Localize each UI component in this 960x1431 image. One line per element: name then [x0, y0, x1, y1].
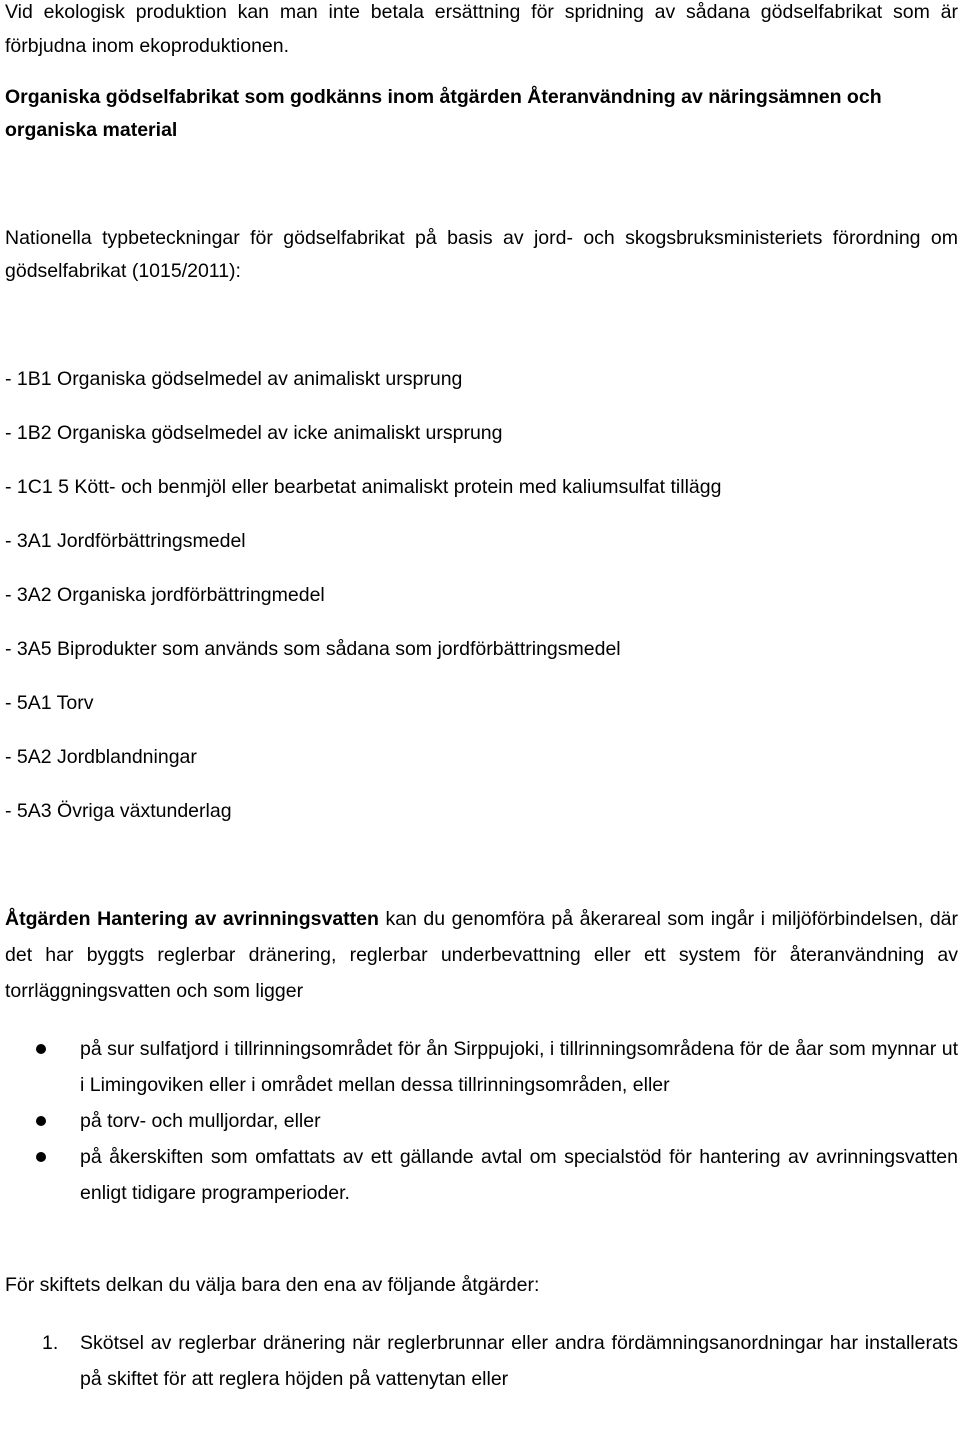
list-item: - 1B2 Organiska gödselmedel av icke animaliskt ursprung	[5, 422, 503, 444]
bullet-icon	[36, 1152, 46, 1162]
list-item: - 1B1 Organiska gödselmedel av animaliskt ursprung	[5, 368, 463, 390]
list-item: - 5A1 Torv	[5, 692, 94, 714]
list-item	[5, 1325, 958, 1397]
fertilizer-code-list	[5, 352, 958, 838]
choose-paragraph: För skiftets delkan du välja bara den ena av följande åtgärder:	[5, 1274, 540, 1296]
intro-paragraph: Vid ekologisk produktion kan man inte betala ersättning för spridning av sådana gödselfabrikat som är förbjudna inom ekoproduktionen.	[5, 1, 958, 57]
list-item: - 5A3 Övriga växtunderlag	[5, 800, 232, 822]
list-item	[5, 1031, 958, 1103]
measure-paragraph	[5, 901, 958, 1009]
list-item	[5, 1103, 958, 1139]
bullet-text: på sur sulfatjord i tillrinningsområdet för ån Sirppujoki, i tillrinningsområdena för de åar som mynnar ut i Limingoviken eller i området mellan dessa tillrinningsområden, eller	[80, 1038, 958, 1096]
list-item: - 3A2 Organiska jordförbättringmedel	[5, 584, 325, 606]
bullet-icon	[36, 1044, 46, 1054]
list-item: - 1C1 5 Kött- och benmjöl eller bearbetat animaliskt protein med kaliumsulfat tillägg	[5, 476, 722, 498]
bullet-icon	[36, 1116, 46, 1126]
list-item: - 3A5 Biprodukter som används som sådana som jordförbättringsmedel	[5, 638, 621, 660]
bullet-list	[5, 1031, 958, 1211]
list-item: - 5A2 Jordblandningar	[5, 746, 197, 768]
bullet-text: på åkerskiften som omfattats av ett gällande avtal om specialstöd för hantering av avrinningsvatten enligt tidigare programperioder.	[80, 1146, 958, 1204]
national-typbeteckningar-paragraph: Nationella typbeteckningar för gödselfabrikat på basis av jord- och skogsbruksministeriets förordning om gödselfabrikat (1015/2011):	[5, 227, 958, 282]
bullet-text: på torv- och mulljordar, eller	[80, 1110, 321, 1132]
list-number: 1.	[42, 1332, 59, 1354]
measure-description: kan du genomföra på åkerareal som ingår i miljöförbindelsen, där det har byggts reglerbar dränering, reglerbar underbevattning eller ett system för återanvändning av torrläggningsvatten och som ligger	[5, 908, 959, 1002]
list-item	[5, 1139, 958, 1211]
list-item: - 3A1 Jordförbättringsmedel	[5, 530, 246, 552]
section-heading: Organiska gödselfabrikat som godkänns inom åtgärden Återanvändning av näringsämnen och organiska material	[5, 86, 882, 141]
measure-title: Åtgärden Hantering av avrinningsvatten	[5, 908, 379, 930]
numbered-item-text: Skötsel av reglerbar dränering när reglerbrunnar eller andra fördämningsanordningar har installerats på skiftet för att reglera höjden på vattenytan eller	[80, 1332, 958, 1390]
numbered-list	[5, 1325, 958, 1397]
